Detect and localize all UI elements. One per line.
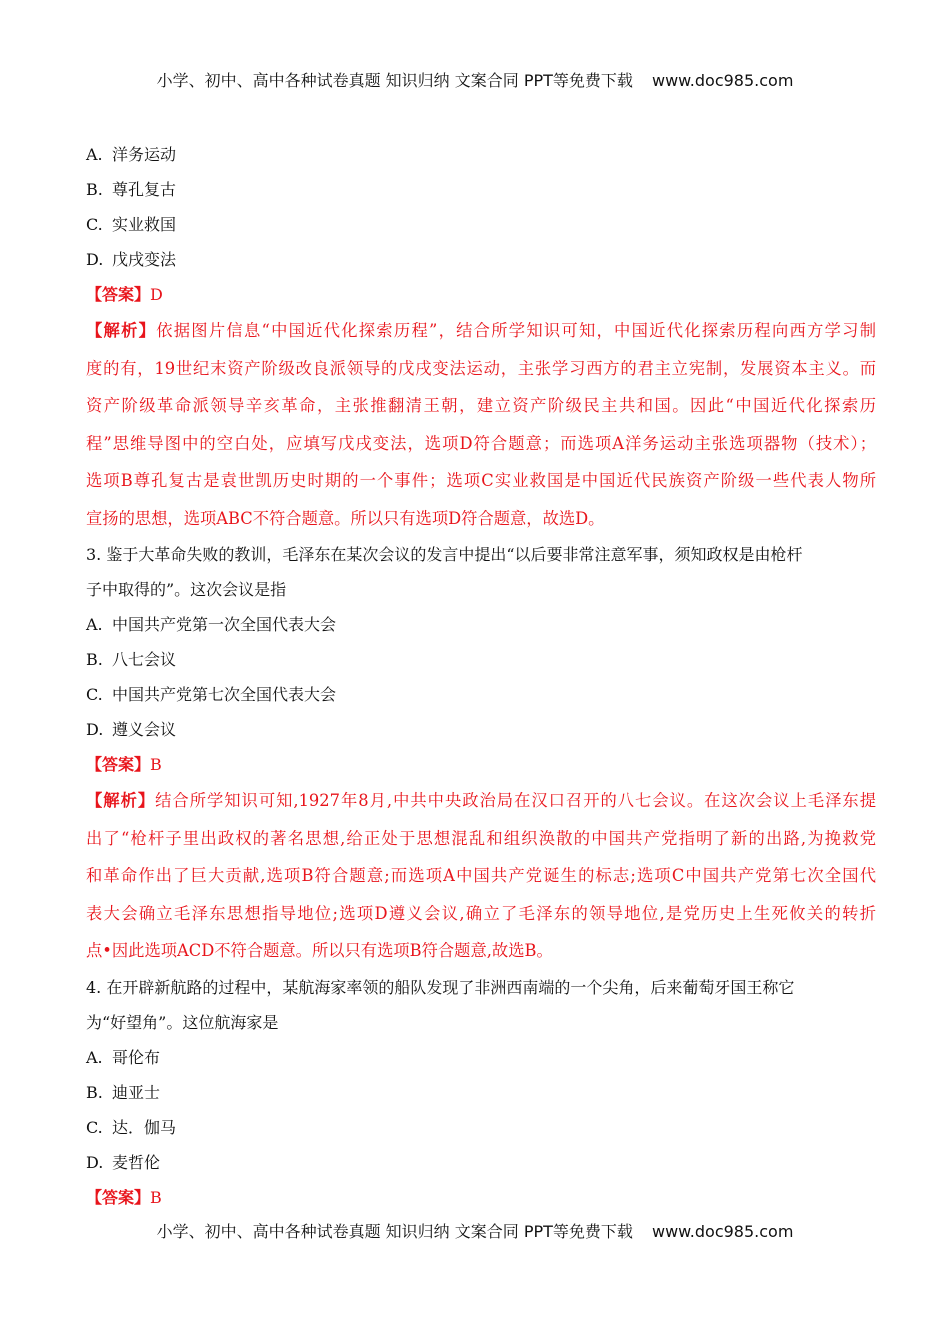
q2-analysis [86, 312, 876, 537]
page-header [0, 68, 950, 91]
footer-url[interactable]: www.doc985.com [652, 1222, 794, 1241]
option-c: C. 中国共产党第七次全国代表大会 [86, 685, 337, 704]
option-a: A. 洋务运动 [86, 145, 177, 164]
q2-options [86, 137, 876, 277]
q4-answer: 【答案】B [86, 1187, 162, 1207]
analysis-line: 资产阶级革命派领导辛亥革命，主张推翻清王朝，建立资产阶级民主共和国。因此“中国近代化探索历 [86, 396, 876, 415]
q3-analysis [86, 782, 876, 970]
option-d: D. 遵义会议 [86, 720, 177, 739]
analysis-line: 【解析】结合所学知识可知,1927年8月,中共中央政治局在汉口召开的八七会议。在这次会议上毛泽东提 [86, 791, 876, 810]
page-footer [0, 1219, 950, 1242]
analysis-line: 度的有，19世纪末资产阶级改良派领导的戊戌变法运动，主张学习西方的君主立宪制，发展资本主义。而 [86, 358, 876, 378]
header-url[interactable]: www.doc985.com [652, 71, 794, 90]
stem-line: 子中取得的”。这次会议是指 [86, 580, 287, 599]
option-a: A. 中国共产党第一次全国代表大会 [86, 615, 337, 634]
option-b: B. 尊孔复古 [86, 180, 177, 199]
q3-stem [86, 537, 876, 607]
analysis-line: 宣扬的思想，选项ABC不符合题意。所以只有选项D符合题意，故选D。 [86, 508, 605, 528]
option-c: C. 实业救国 [86, 215, 177, 234]
stem-line: 4. 在开辟新航路的过程中，某航海家率领的船队发现了非洲西南端的一个尖角，后来葡萄牙国王称它 [86, 977, 795, 997]
analysis-line: 【解析】依据图片信息“中国近代化探索历程”，结合所学知识可知，中国近代化探索历程向西方学习制 [86, 321, 876, 340]
option-b: B. 迪亚士 [86, 1082, 161, 1102]
analysis-line: 程”思维导图中的空白处，应填写戊戌变法，选项D符合题意；而选项A洋务运动主张选项器物（技术）； [86, 433, 876, 453]
analysis-line: 出了“枪杆子里出政权的著名思想,给正处于思想混乱和组织涣散的中国共产党指明了新的出路,为挽救党 [86, 828, 876, 848]
footer-text: 小学、初中、高中各种试卷真题 知识归纳 文案合同 PPT等免费下载 [156, 1222, 633, 1241]
q4-options [86, 1040, 876, 1180]
option-b: B. 八七会议 [86, 650, 177, 669]
analysis-line: 点•因此选项ACD不符合题意。所以只有选项B符合题意,故选B。 [86, 941, 553, 960]
document-body [86, 137, 876, 1215]
q3-options [86, 607, 876, 747]
q2-answer: 【答案】D [86, 285, 163, 304]
option-a: A. 哥伦布 [86, 1047, 161, 1067]
q3-answer: 【答案】B [86, 755, 162, 774]
option-c: C. 达．伽马 [86, 1117, 177, 1137]
option-d: D. 戊戌变法 [86, 250, 177, 269]
header-text: 小学、初中、高中各种试卷真题 知识归纳 文案合同 PPT等免费下载 [156, 71, 633, 90]
stem-line: 为“好望角”。这位航海家是 [86, 1012, 279, 1032]
analysis-line: 选项B尊孔复古是袁世凯历史时期的一个事件；选项C实业救国是中国近代民族资产阶级一些代表人物所 [86, 471, 876, 490]
option-d: D. 麦哲伦 [86, 1152, 161, 1172]
stem-line: 3. 鉴于大革命失败的教训，毛泽东在某次会议的发言中提出“以后要非常注意军事，须知政权是由枪杆 [86, 545, 803, 564]
q4-stem [86, 970, 876, 1040]
analysis-line: 和革命作出了巨大贡献,选项B符合题意;而选项A中国共产党诞生的标志;选项C中国共产党第七次全国代 [86, 866, 876, 885]
analysis-line: 表大会确立毛泽东思想指导地位;选项D遵义会议,确立了毛泽东的领导地位,是党历史上生死攸关的转折 [86, 903, 876, 923]
